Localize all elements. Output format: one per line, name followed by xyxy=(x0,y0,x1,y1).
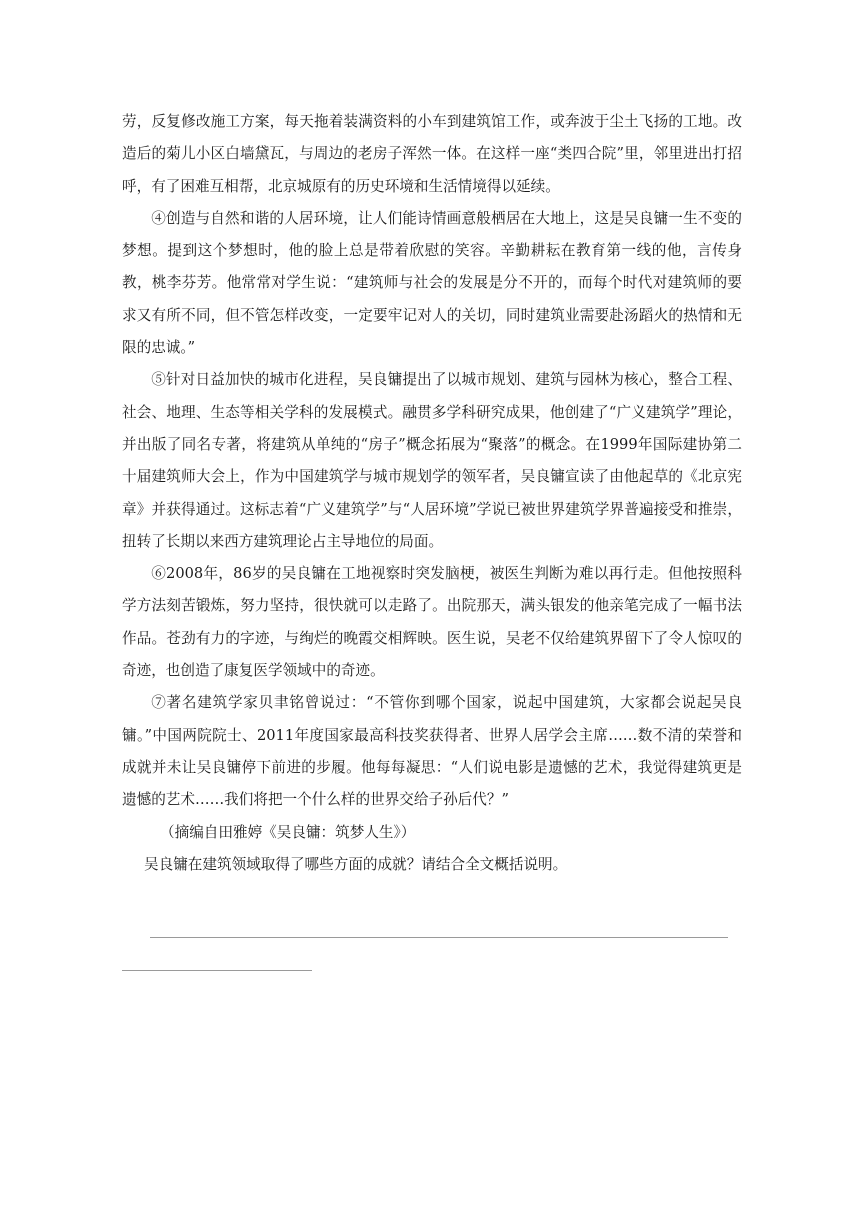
answer-line[interactable] xyxy=(150,937,728,938)
paragraph-7: ⑦著名建筑学家贝聿铭曾说过：“不管你到哪个国家，说起中国建筑，大家都会说起吴良镛。”中国两院院士、2011年度国家最高科技奖获得者、世界人居学会主席……数不清的荣誉和成就并未让吴良镛停下前进的步履。他每每凝思：“人们说电影是遗憾的艺术，我觉得建筑更是遗憾的艺术……我们将把一个什么样的世界交给子孙后代？” xyxy=(122,694,742,809)
paragraph-continued: 劳，反复修改施工方案，每天拖着装满资料的小车到建筑馆工作，或奔波于尘土飞扬的工地。改造后的菊儿小区白墙黛瓦，与周边的老房子浑然一体。在这样一座“类四合院”里，邻里进出打招呼，有了困难互相帮，北京城原有的历史环境和生活情境得以延续。 xyxy=(122,113,742,195)
paragraph-5: ⑤针对日益加快的城市化进程，吴良镛提出了以城市规划、建筑与园林为核心，整合工程、社会、地理、生态等相关学科的发展模式。融贯多学科研究成果，他创建了“广义建筑学”理论，并出版了同名专著，将建筑从单纯的“房子”概念拓展为“聚落”的概念。在1999年国际建协第二十届建筑师大会上，作为中国建筑学与城市规划学的领军者，吴良镛宣读了由他起草的《北京宪章》并获得通过。这标志着“广义建筑学”与“人居环境”学说已被世界建筑学界普遍接受和推崇，扭转了长期以来西方建筑理论占主导地位的局面。 xyxy=(122,371,742,550)
paragraph-6: ⑥2008年，86岁的吴良镛在工地视察时突发脑梗，被医生判断为难以再行走。但他按照科学方法刻苦锻炼，努力坚持，很快就可以走路了。出院那天，满头银发的他亲笔完成了一幅书法作品。苍劲有力的字迹，与绚烂的晚霞交相辉映。医生说，吴老不仅给建筑界留下了令人惊叹的奇迹，也创造了康复医学领域中的奇迹。 xyxy=(122,565,742,680)
article-body xyxy=(122,106,742,881)
paragraph-4: ④创造与自然和谐的人居环境，让人们能诗情画意般栖居在大地上，这是吴良镛一生不变的梦想。提到这个梦想时，他的脸上总是带着欣慰的笑容。辛勤耕耘在教育第一线的他，言传身教，桃李芬芳。他常常对学生说：“建筑师与社会的发展是分不开的，而每个时代对建筑师的要求又有所不同，但不管怎样改变，一定要牢记对人的关切，同时建筑业需要赴汤蹈火的热情和无限的忠诚。” xyxy=(122,209,742,357)
article-source: （摘编自田雅婷《吴良镛：筑梦人生》） xyxy=(160,823,416,841)
question-text: 吴良镛在建筑领域取得了哪些方面的成就？请结合全文概括说明。 xyxy=(144,855,568,873)
answer-line[interactable] xyxy=(122,970,312,971)
